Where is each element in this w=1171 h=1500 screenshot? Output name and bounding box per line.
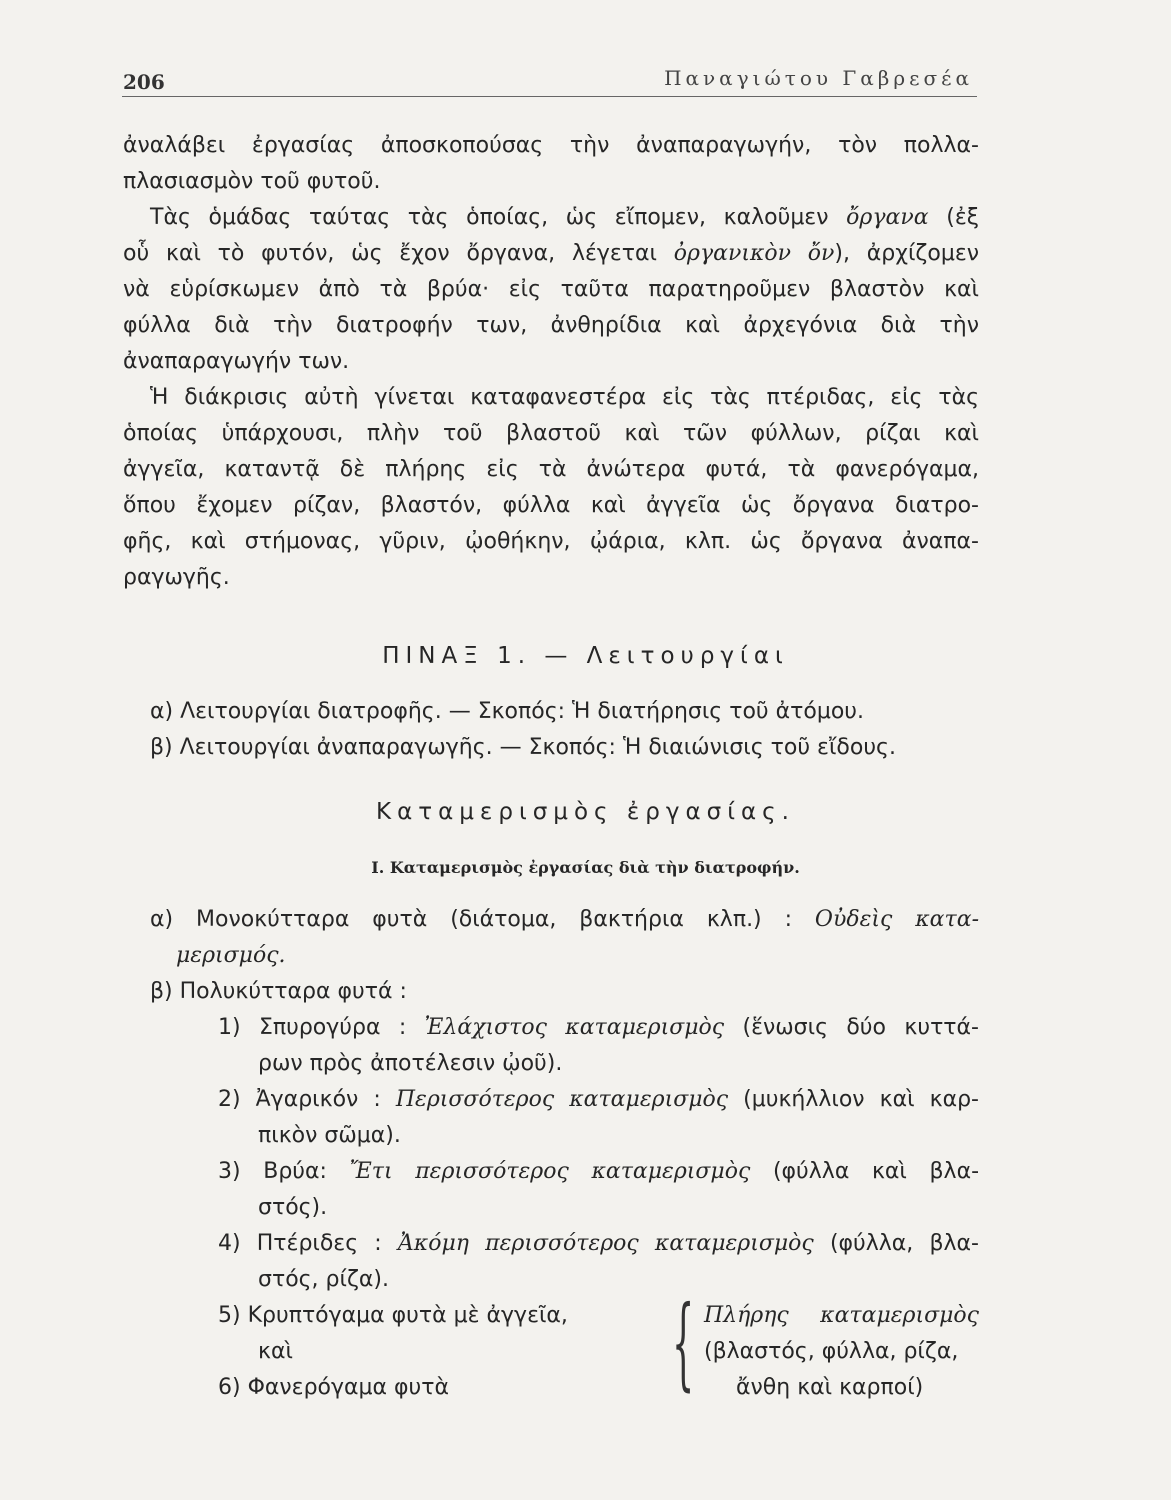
item-a-italic: Οὐδεὶς κατα- — [814, 907, 979, 932]
item-a-label: α) Μονοκύτταρα φυτὰ (διάτομα, βακτήρια κλπ.) : — [150, 907, 792, 932]
list-item-2 — [218, 1085, 979, 1115]
list-item-1-cont: ρων πρὸς ἀποτέλεσιν ᾠοῦ). — [258, 1051, 563, 1076]
brace-note-line2: (βλαστός, φύλλα, ρίζα, — [704, 1339, 959, 1364]
item4-label: 4) Πτέριδες : — [218, 1231, 382, 1256]
para2-l1-text: Τὰς ὁμάδας ταύτας τὰς ὁποίας, ὡς εἴπομεν, καλοῦμεν — [150, 205, 829, 230]
header-rule — [122, 96, 977, 97]
item1-label: 1) Σπυρογύρα : — [218, 1015, 407, 1040]
para2-l1-text-b: (ἐξ — [946, 205, 980, 230]
para2-l2-text-b: ), ἀρχίζομεν — [834, 241, 980, 266]
para2-line2 — [123, 239, 979, 269]
item2-label: 2) Ἀγαρικόν : — [218, 1087, 381, 1112]
table-item-a: α) Λειτουργίαι διατροφῆς. — Σκοπός: Ἡ διατήρησις τοῦ ἀτόμου. — [150, 699, 865, 724]
list-item-5: 5) Κρυπτόγαμα φυτὰ μὲ ἀγγεῖα, — [218, 1303, 568, 1328]
item2-rest: (μυκήλλιον καὶ καρ- — [743, 1087, 979, 1112]
para3-line2: ὁποίας ὑπάρχουσι, πλὴν τοῦ βλαστοῦ καὶ τῶν φύλλων, ρίζαι καὶ — [123, 421, 979, 446]
para2-l2-text: οὗ καὶ τὸ φυτόν, ὡς ἔχον ὄργανα, λέγεται — [123, 241, 657, 266]
para3-line6: ραγωγῆς. — [123, 565, 230, 590]
brace-note-line3: ἄνθη καὶ καρποί) — [736, 1375, 924, 1400]
list-item-3-cont: στός). — [258, 1195, 328, 1220]
item-a-line1 — [150, 905, 979, 935]
curly-brace-icon: { — [672, 1284, 695, 1401]
item4-rest: (φύλλα, βλα- — [829, 1231, 979, 1256]
list-item-4-cont: στός, ρίζα). — [258, 1267, 390, 1292]
item-b: β) Πολυκύτταρα φυτά : — [150, 979, 407, 1004]
para2-l2-italic: ὀργανικὸν ὄν — [673, 241, 835, 266]
para1-line2: πλασιασμὸν τοῦ φυτοῦ. — [123, 169, 381, 194]
table-item-b: β) Λειτουργίαι ἀναπαραγωγῆς. — Σκοπός: Ἡ διαιώνισις τοῦ εἴδους. — [150, 735, 896, 760]
item3-italic: Ἔτι περισσότερος καταμερισμὸς — [349, 1159, 751, 1184]
item3-rest: (φύλλα καὶ βλα- — [772, 1159, 980, 1184]
para2-line4: φύλλα διὰ τὴν διατροφήν των, ἀνθηρίδια καὶ ἀρχεγόνια διὰ τὴν — [123, 313, 979, 338]
para2-line5: ἀναπαραγωγήν των. — [123, 349, 350, 374]
list-item-5-kai: καὶ — [258, 1339, 293, 1364]
para2-line3: νὰ εὑρίσκωμεν ἀπὸ τὰ βρύα· εἰς ταῦτα παρατηροῦμεν βλαστὸν καὶ — [123, 277, 979, 302]
list-item-3 — [218, 1157, 979, 1187]
section-heading: Καταμερισμὸς ἐργασίας. — [376, 799, 795, 825]
para3-line3: ἀγγεῖα, καταντᾷ δὲ πλήρης εἰς τὰ ἀνώτερα φυτά, τὰ φανερόγαμα, — [123, 457, 979, 482]
para3-line1: Ἡ διάκρισις αὐτὴ γίνεται καταφανεστέρα εἰς τὰς πτέριδας, εἰς τὰς — [150, 385, 979, 410]
para2-line1 — [150, 203, 979, 233]
page-number: 206 — [123, 70, 165, 94]
item4-italic: Ἀκόμη περισσότερος καταμερισμὸς — [397, 1231, 814, 1256]
list-item-6: 6) Φανερόγαμα φυτὰ — [218, 1375, 449, 1400]
para2-l1-italic: ὄργανα — [846, 205, 929, 230]
brace-note-line1: Πλήρης καταμερισμὸς — [704, 1303, 979, 1328]
list-item-1 — [218, 1013, 979, 1043]
item3-label: 3) Βρύα: — [218, 1159, 327, 1184]
table-title: ΠΙΝΑΞ 1. — Λειτουργίαι — [382, 643, 789, 669]
para3-line4: ὅπου ἔχομεν ρίζαν, βλαστόν, φύλλα καὶ ἀγγεῖα ὡς ὄργανα διατρο- — [123, 493, 979, 518]
para1-line1: ἀναλάβει ἐργασίας ἀποσκοπούσας τὴν ἀναπαραγωγήν, τὸν πολλα- — [123, 133, 979, 158]
item1-rest: (ἕνωσις δύο κυττά- — [742, 1015, 979, 1040]
section-subheading: Ι. Καταμερισμὸς ἐργασίας διὰ τὴν διατροφήν. — [371, 858, 800, 877]
list-item-2-cont: πικὸν σῶμα). — [258, 1123, 401, 1148]
list-item-4 — [218, 1229, 979, 1259]
item2-italic: Περισσότερος καταμερισμὸς — [395, 1087, 729, 1112]
running-title: Παναγιώτου Γαβρεσέα — [664, 66, 973, 90]
item-a-line2: μερισμός. — [176, 943, 286, 968]
item1-italic: Ἐλάχιστος καταμερισμὸς — [424, 1015, 725, 1040]
para3-line5: φῆς, καὶ στήμονας, γῦριν, ᾠοθήκην, ᾠάρια, κλπ. ὡς ὄργανα ἀναπα- — [123, 529, 979, 554]
